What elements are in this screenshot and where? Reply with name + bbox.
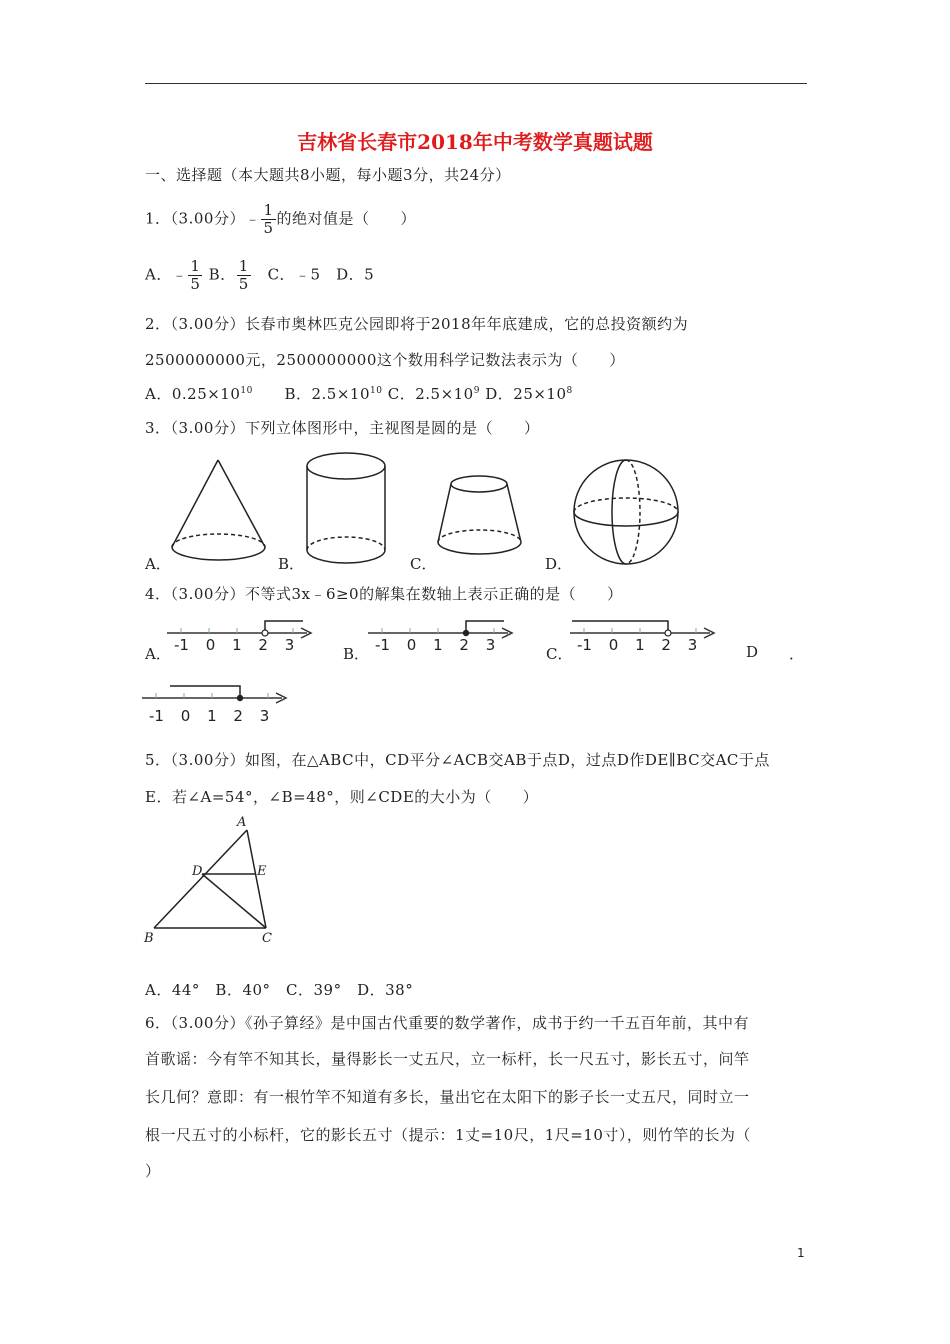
option-d-label: D． [545,555,573,573]
question-5-line-1: 5．（3.00分）如图，在△ABC中，CD平分∠ACB交AB于点D，过点D作DE∥BC交AC于点 [145,751,770,769]
question-4: 4．（3.00分）不等式3x﹣6≥0的解集在数轴上表示正确的是（ ） [145,585,623,603]
question-5-options: A．44° B．40° C．39° D．38° [145,981,414,999]
point-a-label: A [237,815,247,830]
option-b-label: B． [343,645,370,663]
option-c-label: C． [546,645,573,663]
question-3: 3．（3.00分）下列立体图形中，主视图是圆的是（ ） [145,419,540,437]
question-5-line-2: E．若∠A=54°，∠B=48°，则∠CDE的大小为（ ） [145,788,539,806]
question-1-options: A．﹣ $\frac{1}{5}$ B． $\frac{1}{5}$ C．﹣5 D．5 [145,257,375,293]
option-d-punct: ． [789,645,805,663]
question-6-line-4: 根一尺五寸的小标杆，它的影长五寸（提示：1丈=10尺，1尺=10寸），则竹竿的长为（ [145,1126,751,1144]
cylinder-figure [307,453,385,563]
sphere-figure [574,460,678,564]
option-b-label: B． [278,555,305,573]
question-6-line-3: 长几何？意即：有一根竹竿不知道有多长，量出它在太阳下的影子长一丈五尺，同时立一 [145,1088,750,1106]
question-1: 1．（3.00分）﹣ $\frac{1}{5}$ 的绝对值是（ ） [145,201,417,237]
point-b-label: B [144,931,154,946]
question-6-line-1: 6．（3.00分）《孙子算经》是中国古代重要的数学著作，成书于约一千五百年前，其中有 [145,1014,749,1032]
option-c-label: C． [410,555,437,573]
question-2-line-2: 2500000000元，2500000000这个数用科学记数法表示为（ ） [145,351,625,369]
question-2-options: A．$0.25\times 10^{10}$ B．$2.5\times 10^{10}$ C．$2.5\times 10^9$ D．$25\times 10^8$ [145,385,573,403]
question-6-line-2: 首歌谣：今有竿不知其长，量得影长一丈五尺，立一标杆，长一尺五寸，影长五寸，问竿 [145,1050,750,1068]
number-line-b-ticks: -1 0 1 2 3 [375,636,496,654]
point-d-label: D [192,864,203,879]
option-d-label: D [746,643,759,661]
number-line-a-ticks: -1 0 1 2 3 [174,636,295,654]
frustum-figure [438,476,521,554]
point-e-label: E [257,864,267,879]
fraction: $\frac{1}{5}$ [190,257,201,293]
page-number: 1 [797,1246,805,1260]
question-6-line-5: ） [145,1162,161,1180]
question-2-line-1: 2．（3.00分）长春市奥林匹克公园即将于2018年年底建成，它的总投资额约为 [145,315,689,333]
number-line-d-ticks: -1 0 1 2 3 [149,707,270,725]
cone-figure [172,460,265,560]
option-a-label: A． [145,645,171,663]
option-a-label: A． [145,555,171,573]
fraction: $\frac{1}{5}$ [263,201,274,237]
number-line-c-ticks: -1 0 1 2 3 [577,636,698,654]
section-heading: 一、选择题（本大题共8小题，每小题3分，共24分） [145,166,511,184]
point-c-label: C [262,931,272,946]
page-title: 吉林省长春市2018年中考数学真题试题 [297,130,653,154]
header-rule [145,83,807,84]
fraction: $\frac{1}{5}$ [238,257,249,293]
